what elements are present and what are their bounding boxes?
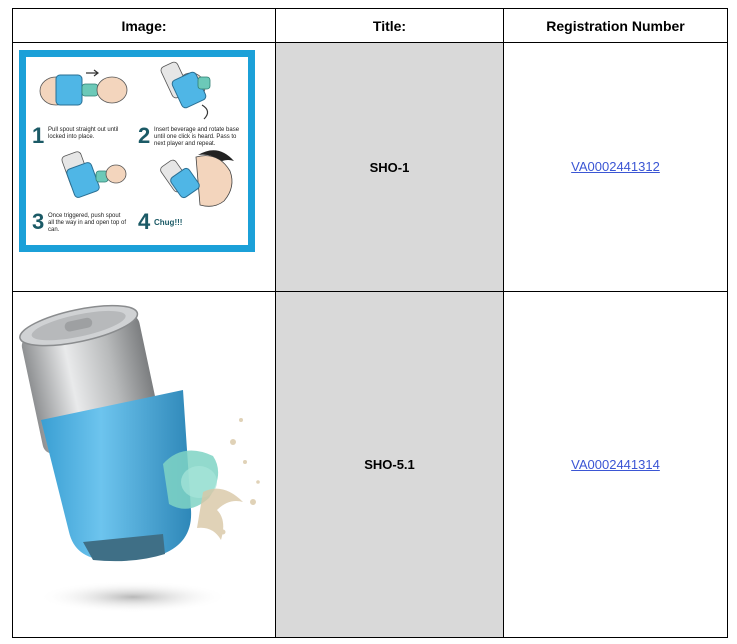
shotgun-device bbox=[41, 390, 218, 561]
registration-table bbox=[12, 8, 728, 638]
step4-illustration bbox=[159, 150, 234, 206]
title-cell: SHO-1 bbox=[276, 43, 504, 292]
step3-text: Once triggered, push spout all the way in and open top of can. bbox=[48, 213, 127, 233]
registration-cell bbox=[504, 43, 728, 292]
step1-text: Pull spout straight out until locked into place. bbox=[48, 127, 119, 140]
header-row bbox=[13, 9, 728, 43]
step2-text: Insert beverage and rotate base until one click is heard. Pass to next player and repeat. bbox=[154, 127, 240, 147]
step2-number: 2 bbox=[138, 123, 151, 148]
step4-number: 4 bbox=[138, 209, 151, 234]
instruction-card-inner bbox=[26, 57, 248, 245]
step3-number: 3 bbox=[32, 209, 45, 234]
instruction-card bbox=[19, 50, 255, 252]
registration-cell bbox=[504, 292, 728, 638]
image-cell bbox=[13, 43, 276, 292]
image-cell bbox=[13, 292, 276, 638]
step4-text: Chug!!! bbox=[154, 218, 183, 227]
registration-link[interactable]: VA0002441312 bbox=[571, 159, 660, 174]
product-photo bbox=[13, 292, 275, 637]
step3-illustration bbox=[61, 151, 126, 199]
title-cell: SHO-5.1 bbox=[276, 292, 504, 638]
table-row bbox=[13, 292, 728, 638]
step1-number: 1 bbox=[32, 123, 45, 148]
header-title: Title: bbox=[276, 9, 504, 43]
registration-link[interactable]: VA0002441314 bbox=[571, 456, 660, 472]
step2-illustration bbox=[160, 61, 210, 119]
header-image: Image: bbox=[13, 9, 276, 43]
step1-illustration bbox=[40, 70, 127, 105]
table-row bbox=[13, 43, 728, 292]
header-registration: Registration Number bbox=[504, 9, 728, 43]
registration-table-wrapper bbox=[12, 8, 728, 638]
drop-shadow bbox=[38, 581, 228, 613]
